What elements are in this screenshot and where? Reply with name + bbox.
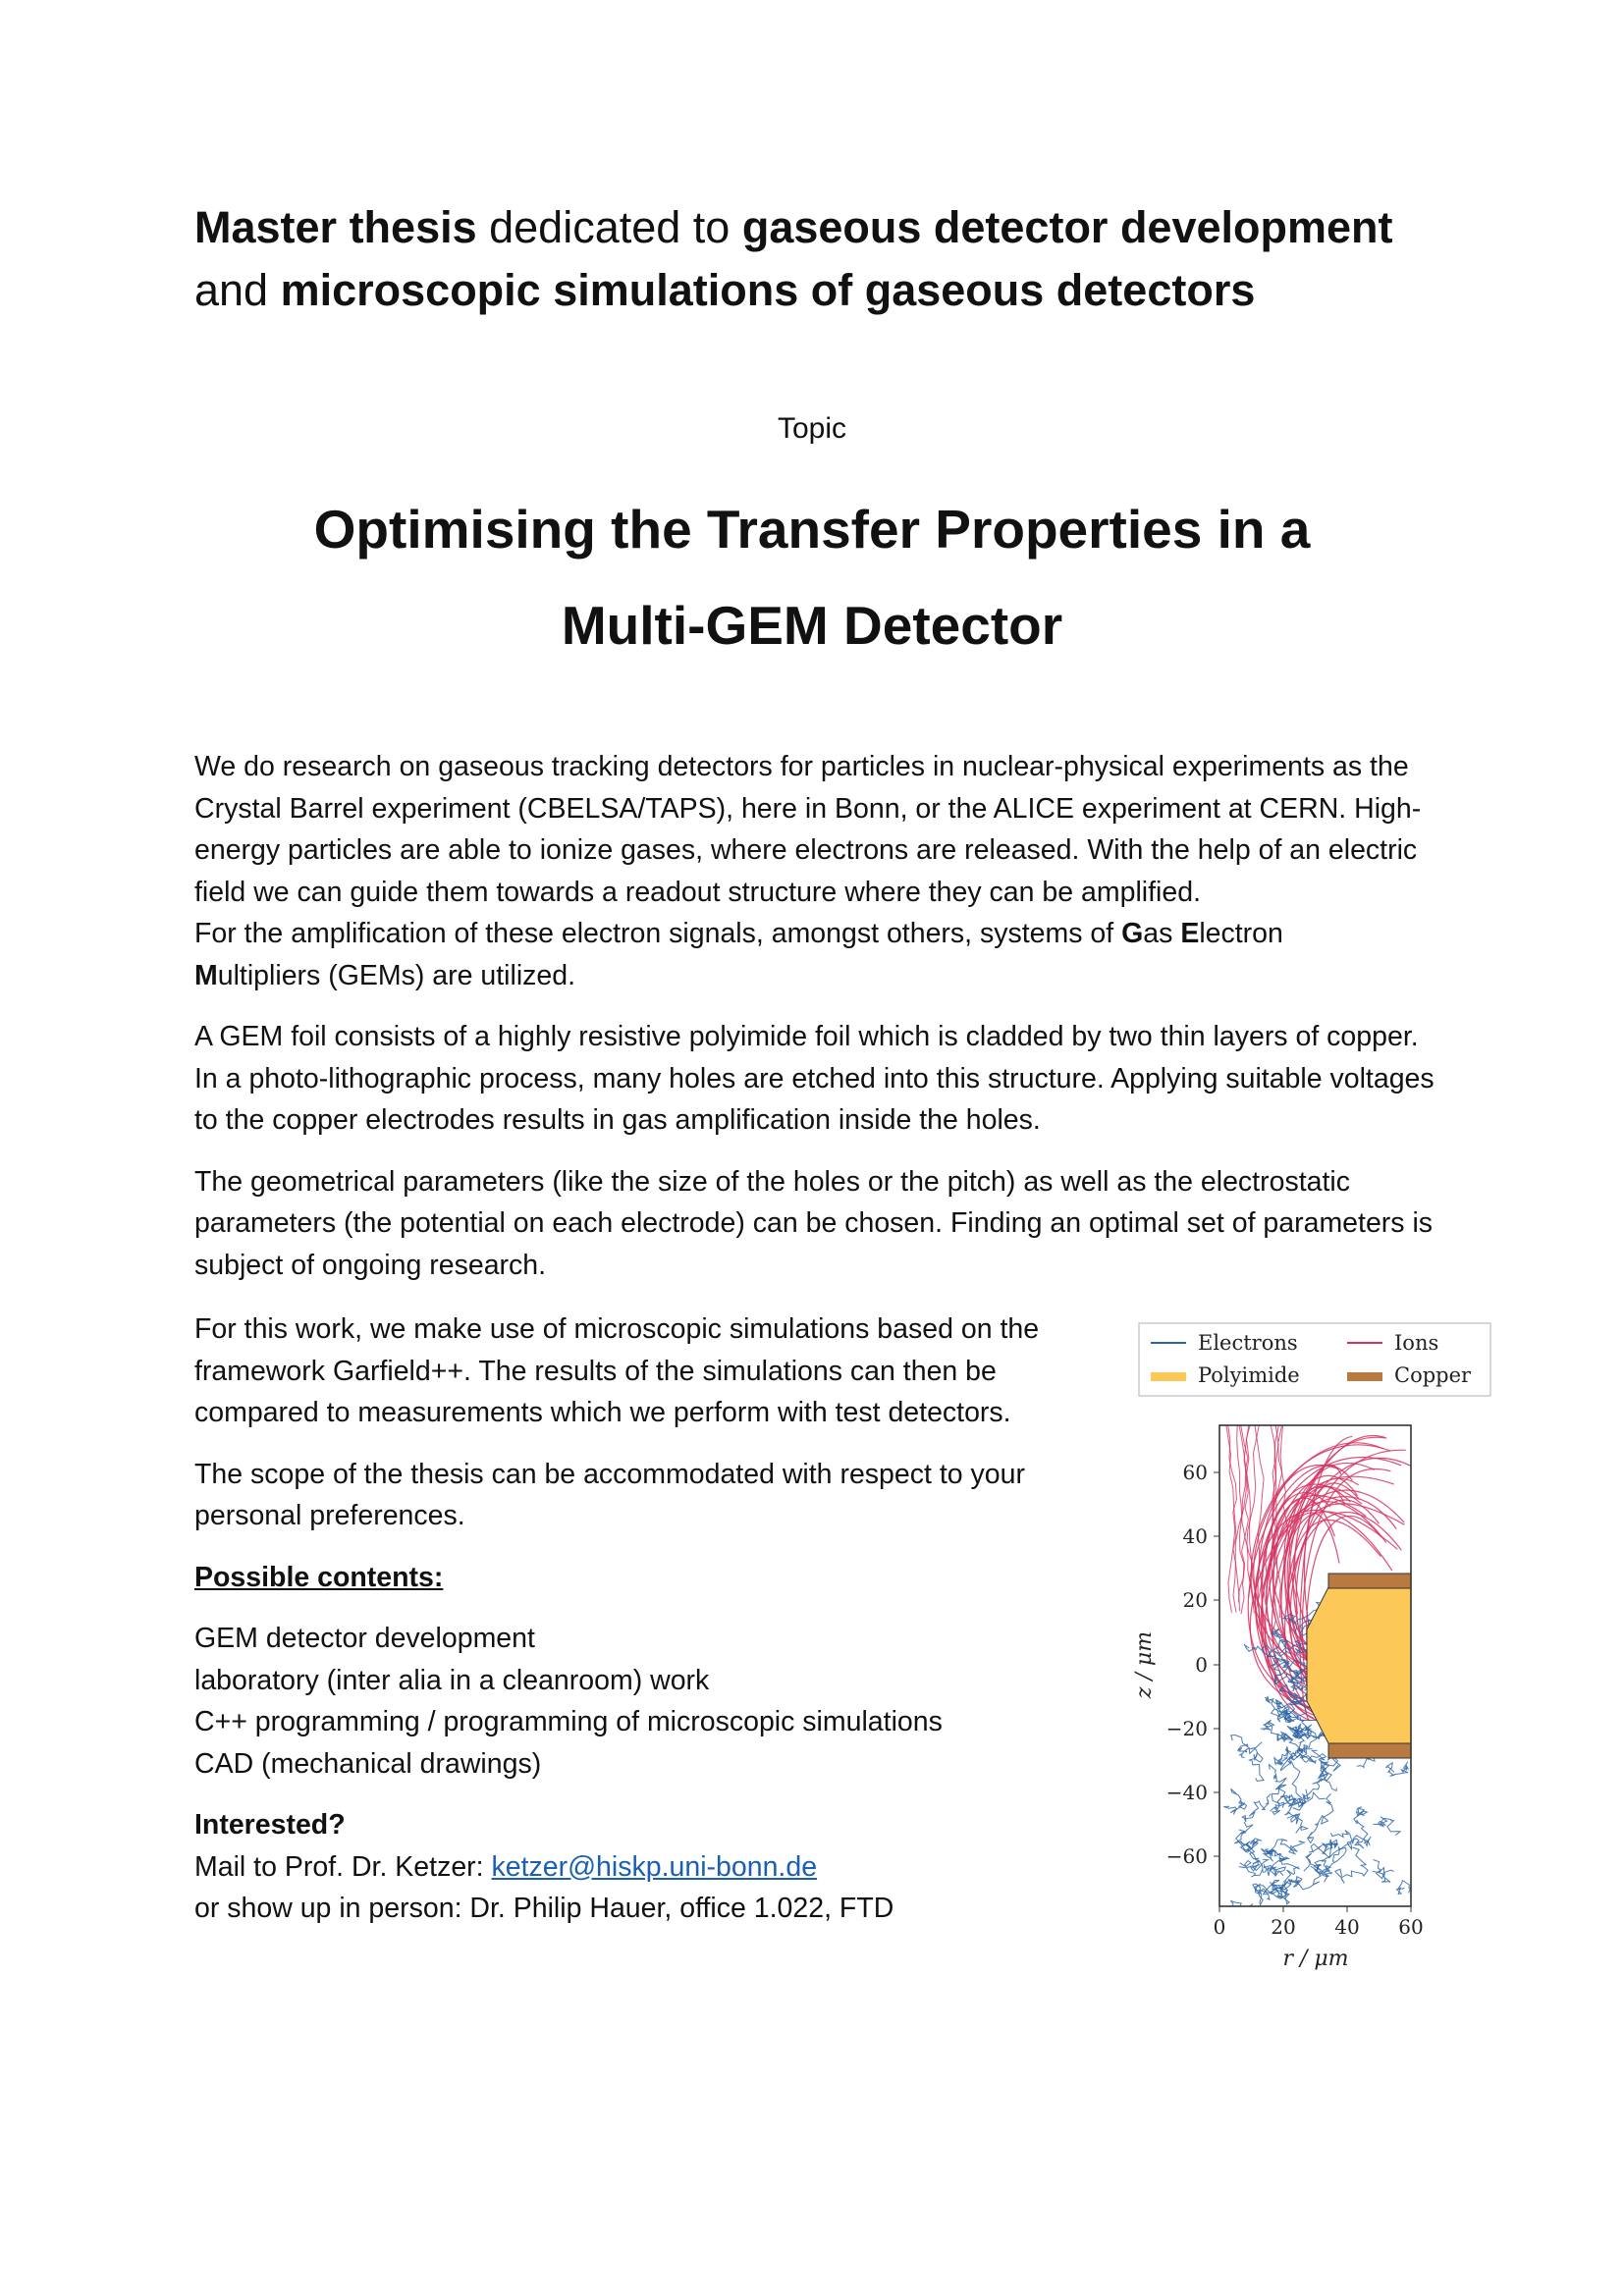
y-axis-label: z / μm [1132,1630,1157,1699]
x-tick-label: 40 [1334,1915,1360,1939]
x-tick-label: 0 [1213,1915,1226,1939]
electron-path [1265,1865,1286,1876]
list-item: CAD (mechanical drawings) [194,1747,542,1780]
topic-label: Topic [777,412,847,445]
y-tick-label: 60 [1182,1461,1208,1484]
legend-swatch-copper [1347,1372,1382,1381]
list-item: C++ programming / programming of microscopic simulations [194,1706,943,1737]
electron-path [1335,1847,1368,1884]
electron-path [1397,1881,1422,1896]
electron-path [1374,1817,1401,1836]
email-link[interactable]: ketzer@hiskp.uni-bonn.de [491,1850,818,1883]
y-tick-label: 40 [1182,1524,1208,1548]
y-tick-label: 20 [1182,1588,1208,1612]
gem-simulation-figure [1129,1306,1502,1983]
contact-title: Interested? [194,1809,346,1841]
copper-bottom-electrode [1328,1743,1411,1758]
electron-path [1231,1735,1250,1758]
contact-block [194,1804,1078,1930]
electron-path [1373,1860,1394,1883]
intro-text: We do research on gaseous tracking detectors for particles in nuclear-physical experiments as the Crystal Barrel experiment (CBELSA/TAPS), here in Bonn, or the ALICE experiment at CERN. High-energy particles are able to ionize gases, where electrons are released. With the help of an electric field we can guide them towards a readout structure where they can be amplified. [194,751,1422,908]
list-item: laboratory (inter alia in a cleanroom) work [194,1664,710,1696]
electron-path [1242,1794,1271,1822]
y-axis [1132,1461,1219,1868]
gem-foil-paragraph: A GEM foil consists of a highly resistive polyimide foil which is cladded by two thin layers of copper. In a photo-lithographic process, many holes are etched into this structure. Applying suitable voltages to the copper electrodes results in gas amplification inside the holes. [194,1021,1435,1136]
copper-top-electrode [1328,1574,1411,1588]
simulation-plot [1129,1306,1502,1983]
gem-word-multipliers: ultipliers (GEMs) are utilized. [217,959,576,991]
heading-microscopic-simulations: microscopic simulations of gaseous detectors [280,265,1256,315]
topic-title-line-2: Multi-GEM Detector [561,595,1063,656]
gem-letter-e: E [1180,918,1200,949]
contents-title [194,1557,1078,1599]
y-tick-label: 0 [1195,1653,1208,1677]
side-paragraphs [194,1308,1078,1949]
topic-title [0,481,1624,673]
scope-paragraph: The scope of the thesis can be accommodated with respect to your personal preferences. [194,1458,1025,1531]
x-axis-label: r / μm [1282,1947,1349,1971]
y-tick-label: −20 [1165,1717,1208,1740]
legend-label-copper: Copper [1394,1363,1472,1387]
parameters-paragraph: The geometrical parameters (like the size of the holes or the pitch) as well as the electrostatic parameters (the potential on each electrode) can be chosen. Finding an optimal set of parameters is subject of ongoing research. [194,1165,1434,1281]
list-item: GEM detector development [194,1623,535,1654]
electron-path [1223,1789,1246,1814]
amp-text: For the amplification of these electron signals, amongst others, systems of [194,918,1122,949]
thesis-heading [194,196,1471,322]
electron-path [1386,1762,1409,1777]
gem-word-electron: lectron [1199,918,1283,949]
intro-paragraph [194,746,1441,996]
contact-person: or show up in person: Dr. Philip Hauer, office 1.022, FTD [194,1893,894,1924]
electron-path [1249,1742,1264,1782]
y-tick-label: −40 [1165,1781,1208,1804]
electron-path [1291,1814,1308,1834]
main-paragraphs [194,746,1441,1306]
gem-letter-m: M [194,959,218,991]
x-tick-label: 20 [1271,1915,1296,1939]
x-axis [1214,1906,1424,1971]
legend-label-electrons: Electrons [1198,1331,1298,1355]
x-tick-label: 60 [1398,1915,1424,1939]
ion-path [1247,1425,1259,1597]
electron-path [1354,1807,1369,1842]
contents-list [194,1618,1078,1785]
ion-path [1239,1425,1250,1602]
ion-path [1239,1425,1259,1629]
heading-detector-development: gaseous detector development [741,202,1393,252]
legend-swatch-polyimide [1151,1372,1186,1381]
gem-word-gas: as [1143,918,1181,949]
legend-label-polyimide: Polyimide [1198,1363,1300,1387]
heading-text-2: and [194,265,281,315]
heading-text-1: dedicated to [476,202,742,252]
y-tick-label: −60 [1165,1844,1208,1868]
electron-path [1261,1720,1291,1740]
topic-title-line-1: Optimising the Transfer Properties in a [313,499,1311,560]
polyimide-foil [1307,1587,1411,1743]
heading-master-thesis: Master thesis [194,202,477,252]
contact-mail-text: Mail to Prof. Dr. Ketzer: [194,1850,492,1883]
simulation-paragraph: For this work, we make use of microscopic simulations based on the framework Garfield++. The results of the simulations can then be compared to measurements which we perform with test detectors. [194,1313,1040,1428]
contents-title-text: Possible contents: [194,1561,444,1593]
legend-label-ions: Ions [1394,1331,1439,1355]
gem-letter-g: G [1121,918,1144,949]
electron-path [1308,1793,1333,1842]
